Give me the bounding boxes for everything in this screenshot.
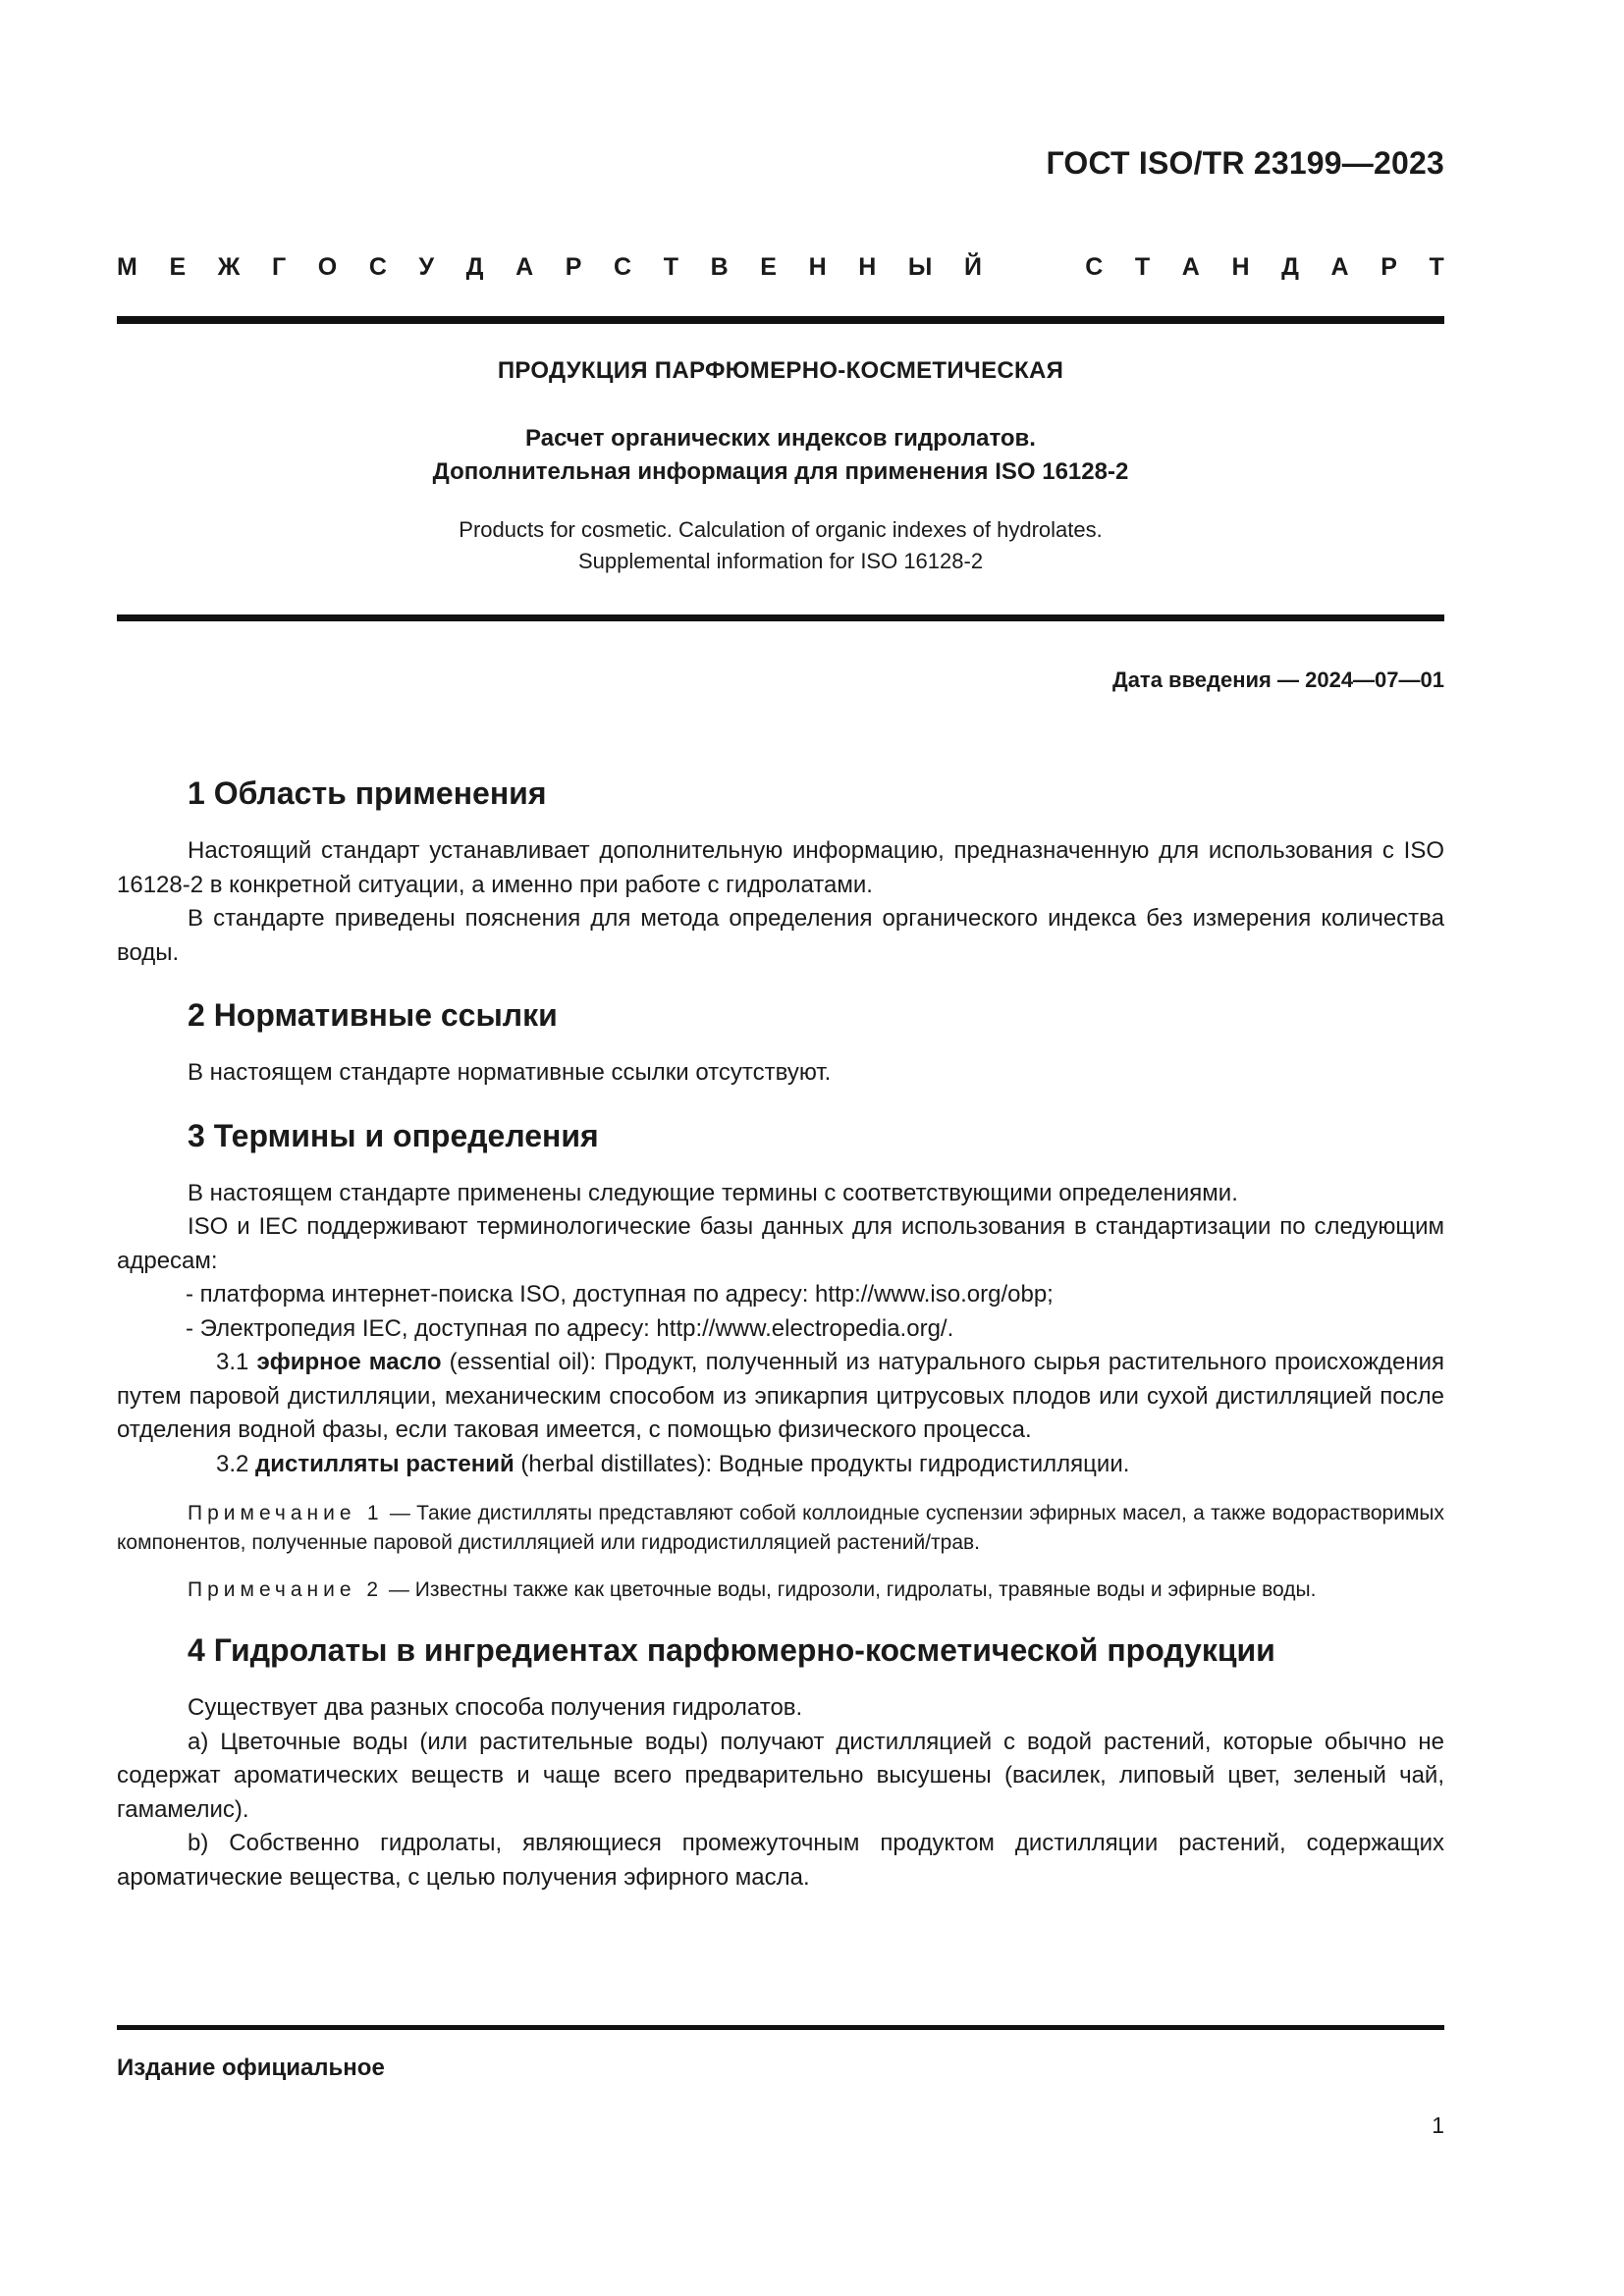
banner-letter: С	[368, 253, 387, 281]
term-name: дистилляты растений	[255, 1450, 514, 1477]
note-text: — Такие дистилляты представляют собой коллоидные суспензии эфирных масел, а также водорастворимых компонентов, полученные паровой дистилляцией или гидродистилляцией растений/трав.	[117, 1502, 1444, 1554]
term-definition	[117, 1448, 1444, 1482]
banner-letter: В	[710, 253, 729, 281]
paragraph: Настоящий стандарт устанавливает дополнительную информацию, предназначенную для использования с ISO 16128-2 в конкретной ситуации, а именно при работе с гидролатами.	[117, 837, 1444, 898]
banner-letter: С	[1085, 253, 1104, 281]
title-divider	[117, 614, 1444, 621]
note	[117, 1499, 1444, 1558]
note-label: Примечание 2	[188, 1578, 384, 1601]
banner-letter: Ж	[217, 253, 241, 281]
banner-letter: Д	[1281, 253, 1299, 281]
banner-letter: У	[418, 253, 435, 281]
banner-letter: Н	[1231, 253, 1250, 281]
list-item: - Электропедия IEC, доступная по адресу: http://www.electropedia.org/.	[186, 1314, 954, 1342]
banner-letter: Й	[964, 253, 982, 281]
subtitle-en-line: Supplemental information for ISO 16128-2	[577, 549, 984, 573]
interstate-standard-banner	[117, 253, 1444, 282]
footer-divider	[117, 2025, 1444, 2030]
page-number: 1	[1432, 2112, 1444, 2138]
note-label: Примечание 1	[188, 1502, 384, 1524]
note	[117, 1575, 1444, 1605]
subtitle-ru-line: Расчет органических индексов гидролатов.	[525, 425, 1036, 452]
top-divider	[117, 316, 1444, 324]
document-page	[117, 0, 1444, 2296]
paragraph: В настоящем стандарте применены следующие термины с соответствующими определениями.	[188, 1179, 1238, 1206]
subtitle-ru-line: Дополнительная информация для применения ISO 16128-2	[432, 458, 1129, 485]
subtitle-russian	[117, 422, 1444, 489]
section-heading: 3 Термины и определения	[188, 1117, 599, 1153]
term-text: (essential oil): Продукт, полученный из натурального сырья растительного происхождения путем паровой дистилляции, механическим способом из эпикарпия цитрусовых плодов или сухой дистилляцией после отделения водной фазы, если таковая имеется, с помощью физического процесса.	[117, 1349, 1445, 1443]
subtitle-english	[117, 514, 1444, 577]
subtitle-en-line: Products for cosmetic. Calculation of organic indexes of hydrolates.	[459, 517, 1103, 542]
paragraph: ISO и IEC поддерживают терминологические базы данных для использования в стандартизации по следующим адресам:	[117, 1213, 1444, 1274]
list-item: - платформа интернет-поиска ISO, доступная по адресу: http://www.iso.org/obp;	[186, 1281, 1054, 1308]
banner-letter: А	[515, 253, 534, 281]
paragraph: Существует два разных способа получения гидролатов.	[188, 1694, 803, 1721]
banner-letter: Е	[760, 253, 777, 281]
banner-letter: А	[1181, 253, 1200, 281]
term-definition	[117, 1346, 1444, 1448]
banner-letter: О	[317, 253, 338, 281]
banner-letter: М	[117, 253, 137, 281]
section-heading: 4 Гидролаты в ингредиентах парфюмерно-косметической продукции	[188, 1632, 1275, 1668]
edition-label: Издание официальное	[117, 2055, 385, 2081]
banner-letter: Н	[858, 253, 877, 281]
document-number: ГОСТ ISO/TR 23199—2023	[1046, 145, 1444, 181]
paragraph: В стандарте приведены пояснения для метода определения органического индекса без измерения количества воды.	[117, 905, 1444, 966]
term-text: (herbal distillates): Водные продукты гидродистилляции.	[514, 1450, 1130, 1477]
section-heading: 1 Область применения	[188, 775, 547, 811]
paragraph: В настоящем стандарте нормативные ссылки отсутствуют.	[188, 1059, 832, 1086]
paragraph: a) Цветочные воды (или растительные воды) получают дистилляцией с водой растений, которые обычно не содержат ароматических веществ и чаще всего предварительно высушены (василек, липовый цвет, зеленый чай, гамамелис).	[117, 1728, 1444, 1823]
banner-letter: Р	[565, 253, 582, 281]
product-title: ПРОДУКЦИЯ ПАРФЮМЕРНО-КОСМЕТИЧЕСКАЯ	[497, 357, 1064, 384]
banner-letter: Р	[1380, 253, 1397, 281]
banner-word-gap	[1014, 253, 1054, 282]
term-number: 3.2	[216, 1450, 256, 1477]
banner-letter: С	[614, 253, 632, 281]
banner-letter: Т	[663, 253, 678, 281]
banner-letter: Ы	[907, 253, 933, 281]
section-heading: 2 Нормативные ссылки	[188, 997, 558, 1033]
term-number: 3.1	[216, 1349, 257, 1375]
banner-letter: Г	[271, 253, 287, 281]
banner-letter: Е	[169, 253, 187, 281]
note-text: — Известны также как цветочные воды, гидрозоли, гидролаты, травяные воды и эфирные воды.	[383, 1578, 1317, 1601]
paragraph: b) Собственно гидролаты, являющиеся промежуточным продуктом дистилляции растений, содержащих ароматические вещества, с целью получения эфирного масла.	[117, 1830, 1444, 1891]
banner-letter: Т	[1429, 253, 1444, 281]
banner-letter: Т	[1134, 253, 1151, 281]
banner-letter: Д	[465, 253, 484, 281]
banner-letter: А	[1330, 253, 1349, 281]
introduction-date: Дата введения — 2024—07—01	[1112, 667, 1444, 692]
document-body	[117, 774, 1444, 1895]
banner-letter: Н	[808, 253, 827, 281]
term-name: эфирное масло	[256, 1349, 442, 1375]
